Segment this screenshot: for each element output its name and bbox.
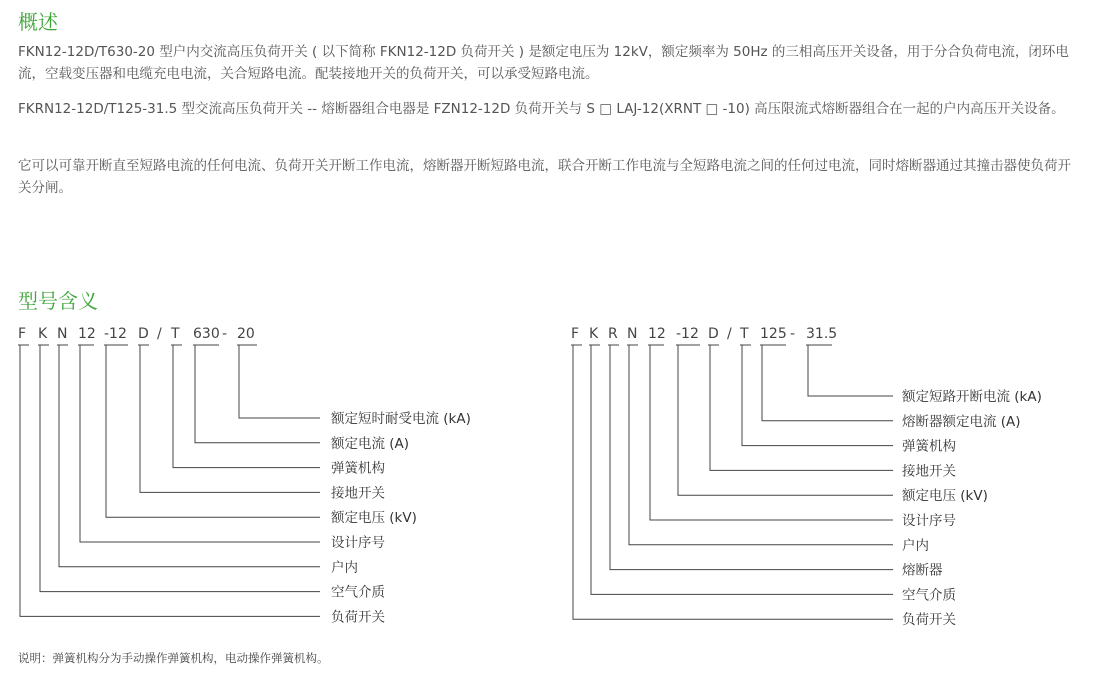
right-meaning-label-7: 熔断器 (902, 562, 943, 579)
overview-paragraph-3: 它可以可靠开断直至短路电流的任何电流、负荷开关开断工作电流，熔断器开断短路电流，联合开断工作电流与全短路电流之间的任何过电流，同时熔断器通过其撞击器使负荷开关分闸。 (18, 158, 1071, 196)
right-meaning-label-5: 设计序号 (902, 513, 956, 529)
left-code-token-4: -12 (104, 326, 127, 342)
left-leader-line-7 (40, 345, 320, 592)
left-code-token-1: K (38, 326, 48, 342)
left-leader-line-0 (239, 345, 320, 418)
left-meaning-label-6: 户内 (331, 559, 358, 576)
overview-heading: 概述 (18, 10, 58, 34)
right-code-token-6: D (708, 326, 719, 342)
right-code-token-11: 31.5 (806, 326, 838, 342)
left-leader-line-6 (59, 345, 320, 567)
left-leader-line-1 (195, 345, 320, 443)
right-meaning-label-8: 空气介质 (902, 587, 956, 604)
left-code-token-2: N (57, 326, 68, 342)
left-meaning-label-5: 设计序号 (331, 535, 385, 551)
left-code-token-6: / (157, 326, 162, 342)
right-code-token-5: -12 (676, 326, 699, 342)
right-meaning-label-4: 额定电压 (kV) (902, 488, 988, 505)
left-leader-line-8 (20, 345, 320, 616)
left-meaning-label-0: 额定短时耐受电流 (kA) (331, 411, 471, 427)
left-meaning-label-4: 额定电压 (kV) (331, 510, 417, 527)
right-code-token-8: T (740, 326, 749, 342)
left-code-token-7: T (171, 326, 180, 342)
right-code-token-7: / (727, 326, 732, 342)
right-leader-line-9 (573, 345, 893, 619)
overview-paragraph-1: FKN12-12D/T630-20 型户内交流高压负荷开关 ( 以下简称 FKN12-12D 负荷开关 ) 是额定电压为 12kV，额定频率为 50Hz 的三相高压开关设备，用于分合负荷电流，闭环电流，空载变压器和电缆充电电流，关合短路电流。配装接地开关的负荷开关，可以承受短路电流。 (18, 44, 1069, 82)
right-leader-line-1 (762, 345, 893, 421)
left-code-token-5: D (138, 326, 149, 342)
left-leader-line-5 (80, 345, 320, 542)
right-leader-line-5 (650, 345, 893, 520)
left-code-token-9: - (222, 326, 228, 342)
right-leader-line-0 (808, 345, 893, 396)
right-leader-line-6 (629, 345, 893, 545)
right-leader-line-7 (610, 345, 893, 570)
right-meaning-label-2: 弹簧机构 (902, 438, 956, 455)
right-meaning-label-6: 户内 (902, 537, 929, 554)
left-leader-line-3 (140, 345, 320, 492)
left-meaning-label-3: 接地开关 (331, 485, 385, 502)
right-code-token-0: F (571, 326, 580, 342)
right-meaning-label-0: 额定短路开断电流 (kA) (902, 389, 1042, 405)
right-leader-line-2 (742, 345, 893, 446)
right-code-token-10: - (790, 326, 796, 342)
left-code-token-10: 20 (237, 326, 255, 342)
footnote: 说明：弹簧机构分为手动操作弹簧机构，电动操作弹簧机构。 (18, 651, 329, 665)
left-meaning-label-7: 空气介质 (331, 584, 385, 601)
left-leader-line-4 (106, 345, 320, 517)
left-code-token-8: 630 (193, 326, 220, 342)
right-code-token-1: K (589, 326, 599, 342)
right-code-token-3: N (627, 326, 638, 342)
right-meaning-label-1: 熔断器额定电流 (A) (902, 413, 1021, 430)
left-code-token-0: F (18, 326, 27, 342)
right-code-token-2: R (608, 326, 618, 342)
right-meaning-label-9: 负荷开关 (902, 612, 956, 629)
overview-paragraph-2: FKRN12-12D/T125-31.5 型交流高压负荷开关 -- 熔断器组合电器是 FZN12-12D 负荷开关与 S □ LAJ-12(XRNT □ -10) 高压限流式熔断器组合在一起的户内高压开关设备。 (18, 101, 1065, 117)
right-code-token-4: 12 (648, 326, 666, 342)
left-code-token-3: 12 (78, 326, 96, 342)
right-code-token-9: 125 (760, 326, 787, 342)
left-meaning-label-8: 负荷开关 (331, 609, 385, 626)
model-heading: 型号含义 (18, 289, 98, 313)
right-meaning-label-3: 接地开关 (902, 463, 956, 480)
right-leader-line-3 (710, 345, 893, 470)
left-meaning-label-1: 额定电流 (A) (331, 435, 410, 452)
left-meaning-label-2: 弹簧机构 (331, 460, 385, 477)
